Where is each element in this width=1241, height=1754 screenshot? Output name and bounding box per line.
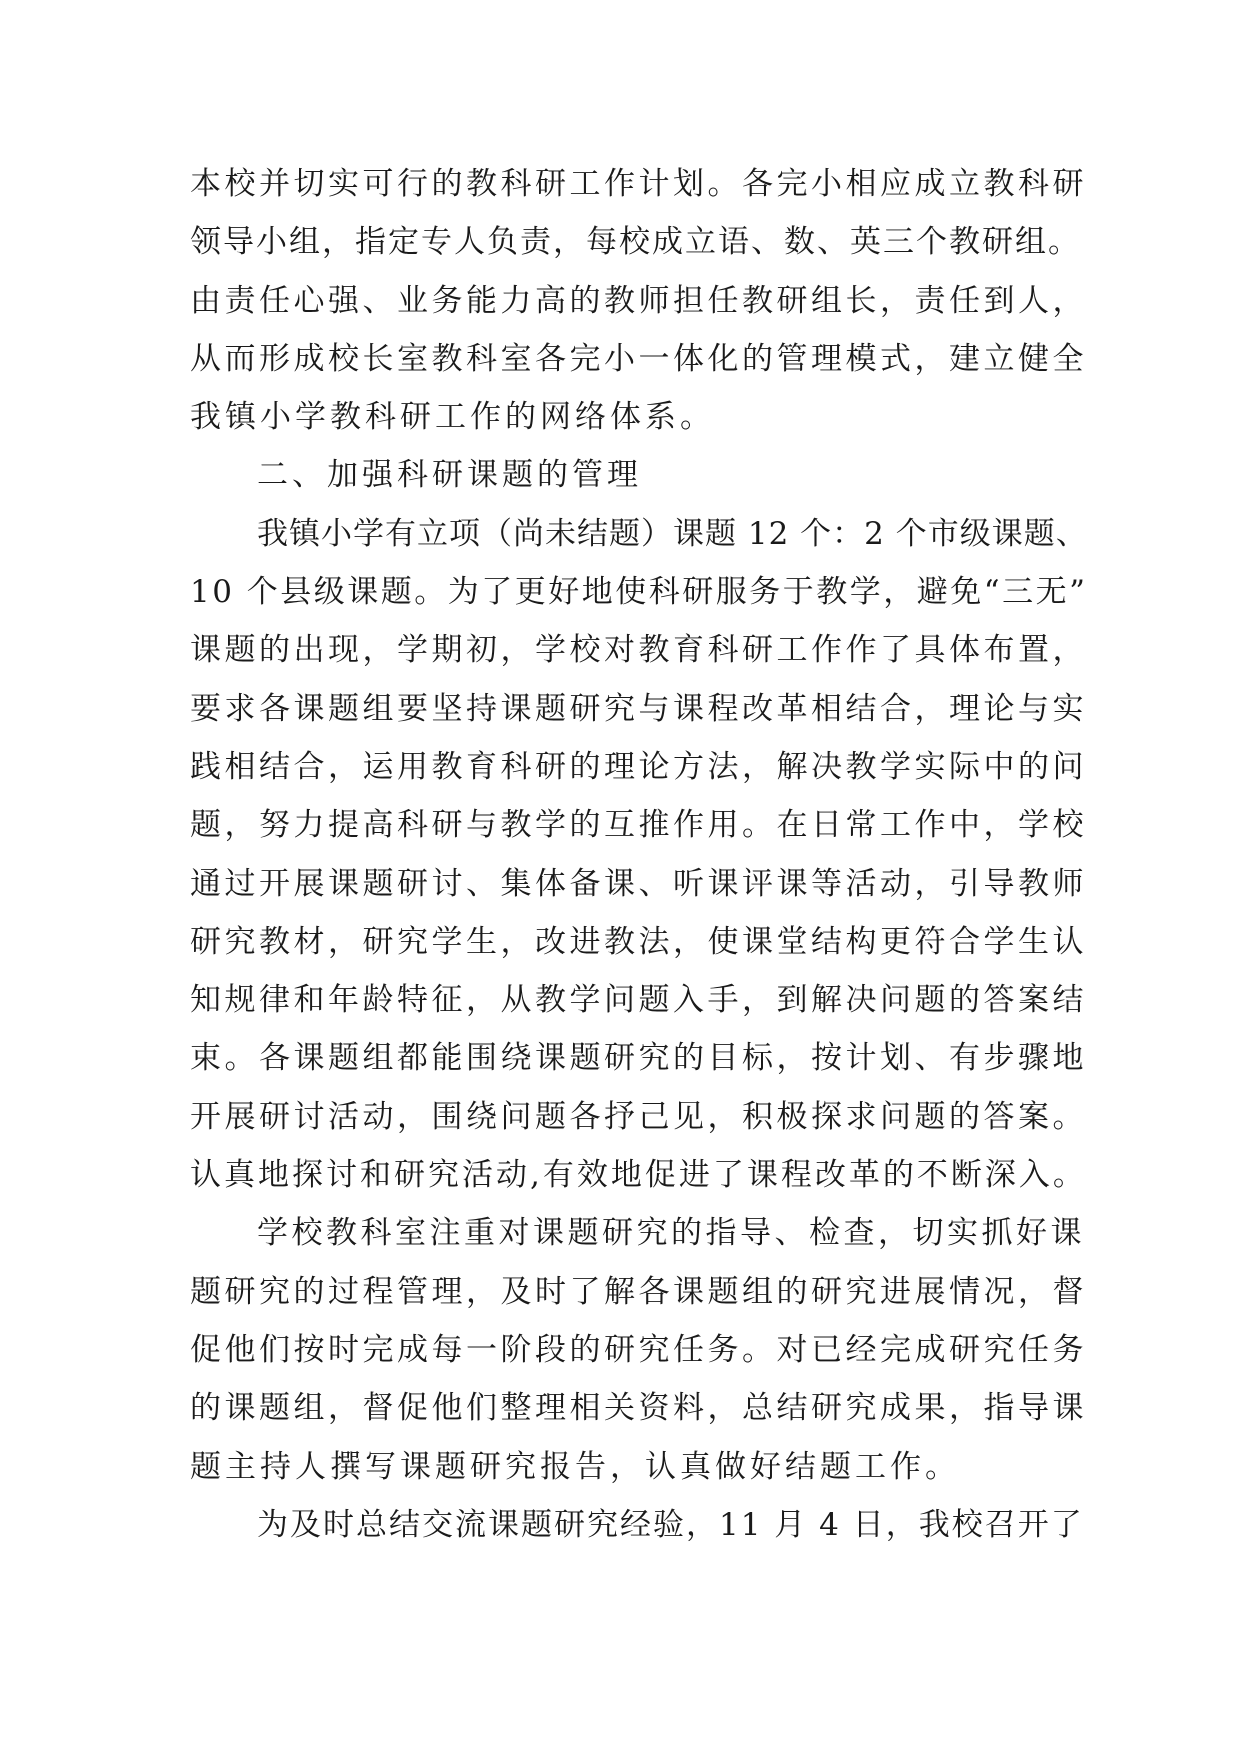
text-line: 课题的出现，学期初，学校对教育科研工作作了具体布置，: [190, 632, 1087, 669]
text-line: 通过开展课题研讨、集体备课、听课评课等活动，引导教师: [190, 865, 1087, 902]
text-line: 我镇小学有立项（尚未结题）课题 12 个：2 个市级课题、: [257, 515, 1088, 552]
text-line: 我镇小学教科研工作的网络体系。: [190, 399, 715, 436]
text-line: 研究教材，研究学生，改进教法，使课堂结构更符合学生认: [190, 923, 1087, 960]
text-line: 的课题组，督促他们整理相关资料，总结研究成果，指导课: [190, 1390, 1087, 1427]
body-text: [190, 155, 1090, 1554]
text-line: 为及时总结交流课题研究经验，11 月 4 日，我校召开了: [257, 1506, 1084, 1543]
text-line: 束。各课题组都能围绕课题研究的目标，按计划、有步骤地: [190, 1040, 1087, 1077]
text-line: 促他们按时完成每一阶段的研究任务。对已经完成研究任务: [190, 1331, 1087, 1368]
text-line: 学校教科室注重对课题研究的指导、检查，切实抓好课: [257, 1215, 1085, 1252]
text-line: 由责任心强、业务能力高的教师担任教研组长，责任到人，: [190, 282, 1087, 319]
text-line: 领导小组，指定专人负责，每校成立语、数、英三个教研组。: [190, 224, 1081, 261]
text-line: 认真地探讨和研究活动,有效地促进了课程改革的不断深入。: [190, 1157, 1087, 1194]
text-line: 题主持人撰写课题研究报告，认真做好结题工作。: [190, 1448, 960, 1485]
section-heading: 二、加强科研课题的管理: [257, 457, 642, 494]
text-line: 要求各课题组要坚持课题研究与课程改革相结合，理论与实: [190, 690, 1087, 727]
text-line: 开展研讨活动，围绕问题各抒己见，积极探求问题的答案。: [190, 1098, 1087, 1135]
text-line: 10 个县级课题。为了更好地使科研服务于教学，避免“三无”: [190, 574, 1088, 611]
text-line: 题研究的过程管理，及时了解各课题组的研究进展情况，督: [190, 1273, 1087, 1310]
text-line: 知规律和年龄特征，从教学问题入手，到解决问题的答案结: [190, 982, 1087, 1019]
text-line: 践相结合，运用教育科研的理论方法，解决教学实际中的问: [190, 748, 1087, 785]
text-line: 本校并切实可行的教科研工作计划。各完小相应成立教科研: [190, 166, 1087, 202]
text-line: 题，努力提高科研与教学的互推作用。在日常工作中，学校: [190, 807, 1087, 844]
text-line: 从而形成校长室教科室各完小一体化的管理模式，建立健全: [190, 340, 1087, 377]
